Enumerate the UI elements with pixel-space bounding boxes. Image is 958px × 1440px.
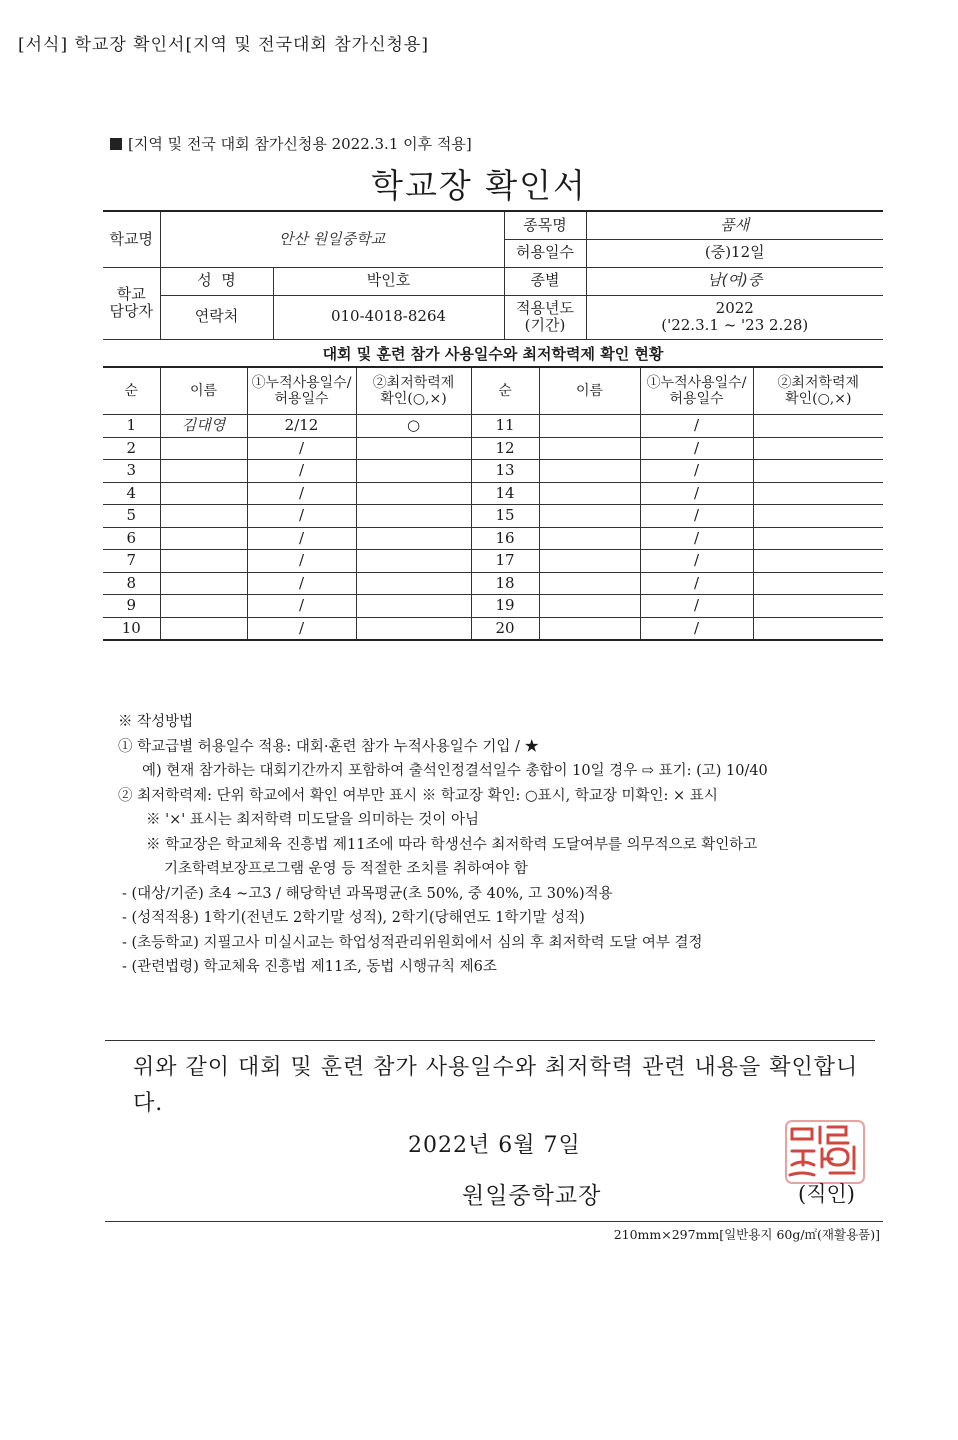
row-days: / xyxy=(640,527,753,550)
row-name xyxy=(160,505,247,528)
section-tag-text: [지역 및 전국 대회 참가신청용 2022.3.1 이후 적용] xyxy=(128,135,472,153)
note-line: ② 최저학력제: 단위 학교에서 확인 여부만 표시 ※ 학교장 확인: ○표시, 학교장 미확인: × 표시 xyxy=(118,787,718,804)
row-days: / xyxy=(247,460,356,483)
name-value: 박인호 xyxy=(273,267,504,295)
school-value: 안산 원일중학교 xyxy=(160,211,504,267)
row-name xyxy=(539,460,640,483)
table-row xyxy=(103,505,883,528)
row-check xyxy=(753,460,883,483)
notes-heading: ※ 작성방법 xyxy=(118,714,194,730)
row-check xyxy=(356,550,471,573)
row-check xyxy=(356,437,471,460)
seal-label: (직인) xyxy=(798,1182,855,1206)
info-table xyxy=(103,210,883,340)
row-days: / xyxy=(640,572,753,595)
row-days: / xyxy=(247,595,356,618)
row-days: / xyxy=(247,527,356,550)
note-line: 예) 현재 참가하는 대회기간까지 포함하여 출석인정결석일수 총합이 10일 경우 ⇨ 표기: (고) 10/40 xyxy=(142,763,768,779)
row-check xyxy=(753,527,883,550)
phone-label: 연락처 xyxy=(160,295,273,339)
row-no: 7 xyxy=(103,550,160,573)
principal-title: 원일중학교장 xyxy=(462,1183,602,1209)
row-name xyxy=(160,527,247,550)
row-days: / xyxy=(247,550,356,573)
row-no: 1 xyxy=(103,415,160,438)
row-check xyxy=(753,572,883,595)
row-days: / xyxy=(640,617,753,640)
row-check xyxy=(753,437,883,460)
row-name xyxy=(160,595,247,618)
black-square-icon xyxy=(110,138,122,150)
row-days: / xyxy=(640,415,753,438)
note-line: - (초등학교) 지필고사 미실시교는 학업성적관리위원회에서 심의 후 최저학력 도달 여부 결정 xyxy=(122,934,703,951)
row-name xyxy=(160,437,247,460)
row-days: / xyxy=(640,550,753,573)
row-name xyxy=(539,617,640,640)
row-name xyxy=(160,460,247,483)
row-name xyxy=(539,550,640,573)
row-name xyxy=(539,415,640,438)
event-value: 품새 xyxy=(586,211,883,239)
gender-label: 종별 xyxy=(504,267,586,295)
row-no: 16 xyxy=(471,527,539,550)
col-name: 이름 xyxy=(539,367,640,415)
paper-spec: 210mm×297mm[일반용지 60g/㎡(재활용품)] xyxy=(613,1227,880,1242)
table-row xyxy=(103,550,883,573)
row-name xyxy=(539,437,640,460)
col-check: ②최저학력제 확인(○,×) xyxy=(753,367,883,415)
table-row xyxy=(103,617,883,640)
row-no: 2 xyxy=(103,437,160,460)
row-no: 3 xyxy=(103,460,160,483)
instructions xyxy=(118,710,888,980)
row-check xyxy=(753,550,883,573)
row-days: / xyxy=(640,460,753,483)
row-days: 2/12 xyxy=(247,415,356,438)
row-check xyxy=(753,505,883,528)
gender-value: 남(여)중 xyxy=(586,267,883,295)
row-no: 14 xyxy=(471,482,539,505)
year-value: 2022 xyxy=(715,298,754,317)
row-no: 6 xyxy=(103,527,160,550)
row-name xyxy=(539,527,640,550)
row-no: 12 xyxy=(471,437,539,460)
school-label: 학교명 xyxy=(103,211,160,267)
row-check xyxy=(356,595,471,618)
year-label: 적용년도 (기간) xyxy=(504,295,586,339)
row-no: 9 xyxy=(103,595,160,618)
row-no: 10 xyxy=(103,617,160,640)
name-label: 성 명 xyxy=(160,267,273,295)
row-no: 17 xyxy=(471,550,539,573)
table-row xyxy=(103,460,883,483)
col-days: ①누적사용일수/ 허용일수 xyxy=(247,367,356,415)
section-tag xyxy=(110,133,472,154)
col-check: ②최저학력제 확인(○,×) xyxy=(356,367,471,415)
confirmation-text: 위와 같이 대회 및 훈련 참가 사용일수와 최저학력 관련 내용을 확인합니다. xyxy=(133,1055,859,1116)
row-no: 5 xyxy=(103,505,160,528)
row-days: / xyxy=(640,505,753,528)
official-seal-icon xyxy=(780,1115,870,1187)
row-name xyxy=(160,482,247,505)
row-name xyxy=(160,572,247,595)
table-row xyxy=(103,482,883,505)
status-table xyxy=(103,366,883,641)
row-check xyxy=(356,527,471,550)
status-heading: 대회 및 훈련 참가 사용일수와 최저학력제 확인 현황 xyxy=(322,345,664,363)
table-row xyxy=(103,595,883,618)
row-check xyxy=(356,505,471,528)
row-name xyxy=(160,617,247,640)
row-check xyxy=(753,617,883,640)
row-no: 15 xyxy=(471,505,539,528)
note-line: - (대상/기준) 초4 ~고3 / 해당학년 과목평균(초 50%, 중 40%, 고 30%)적용 xyxy=(122,885,613,902)
note-line: ※ 학교장은 학교체육 진흥법 제11조에 따라 학생선수 최저학력 도달여부를 의무적으로 확인하고 xyxy=(146,836,758,853)
note-line: - (성적적용) 1학기(전년도 2학기말 성적), 2학기(당해연도 1학기말 성적) xyxy=(122,910,585,926)
period-value: ('22.3.1 ~ '23 2.28) xyxy=(661,316,809,334)
col-name: 이름 xyxy=(160,367,247,415)
form-label: [서식] 학교장 확인서[지역 및 전국대회 참가신청용] xyxy=(18,35,429,55)
row-name xyxy=(539,572,640,595)
row-check: ○ xyxy=(356,415,471,438)
note-line: ※ '×' 표시는 최저학력 미도달을 의미하는 것이 아님 xyxy=(146,812,480,828)
row-days: / xyxy=(640,437,753,460)
row-check xyxy=(356,460,471,483)
row-check xyxy=(356,617,471,640)
days-label: 허용일수 xyxy=(504,239,586,267)
row-days: / xyxy=(640,482,753,505)
col-days: ①누적사용일수/ 허용일수 xyxy=(640,367,753,415)
row-name xyxy=(539,482,640,505)
table-row xyxy=(103,415,883,438)
note-line: - (관련법령) 학교체육 진흥법 제11조, 동법 시행규칙 제6조 xyxy=(122,959,497,975)
contact-person-label: 학교 담당자 xyxy=(103,267,160,339)
row-no: 4 xyxy=(103,482,160,505)
row-days: / xyxy=(247,572,356,595)
event-label: 종목명 xyxy=(504,211,586,239)
divider xyxy=(105,1040,875,1041)
row-days: / xyxy=(247,617,356,640)
col-no: 순 xyxy=(103,367,160,415)
year-cell xyxy=(586,295,883,339)
row-no: 8 xyxy=(103,572,160,595)
table-row xyxy=(103,437,883,460)
days-value: (중)12일 xyxy=(586,239,883,267)
row-days: / xyxy=(247,437,356,460)
row-check xyxy=(356,482,471,505)
row-check xyxy=(356,572,471,595)
note-line: 기초학력보장프로그램 운영 등 적절한 조치를 취하여야 함 xyxy=(164,861,528,877)
row-check xyxy=(753,415,883,438)
row-name: 김대영 xyxy=(160,415,247,438)
phone-value: 010-4018-8264 xyxy=(273,295,504,339)
row-days: / xyxy=(247,505,356,528)
col-no: 순 xyxy=(471,367,539,415)
note-line: ① 학교급별 허용일수 적용: 대회·훈련 참가 누적사용일수 기입 / ★ xyxy=(118,738,540,755)
row-check xyxy=(753,482,883,505)
divider xyxy=(105,1221,883,1222)
sign-date: 2022년 6월 7일 xyxy=(408,1133,581,1158)
row-no: 19 xyxy=(471,595,539,618)
table-row xyxy=(103,527,883,550)
row-check xyxy=(753,595,883,618)
document-title: 학교장 확인서 xyxy=(371,166,587,205)
table-row xyxy=(103,572,883,595)
row-name xyxy=(539,505,640,528)
row-name xyxy=(160,550,247,573)
row-days: / xyxy=(640,595,753,618)
row-days: / xyxy=(247,482,356,505)
row-name xyxy=(539,595,640,618)
row-no: 18 xyxy=(471,572,539,595)
row-no: 13 xyxy=(471,460,539,483)
row-no: 11 xyxy=(471,415,539,438)
row-no: 20 xyxy=(471,617,539,640)
